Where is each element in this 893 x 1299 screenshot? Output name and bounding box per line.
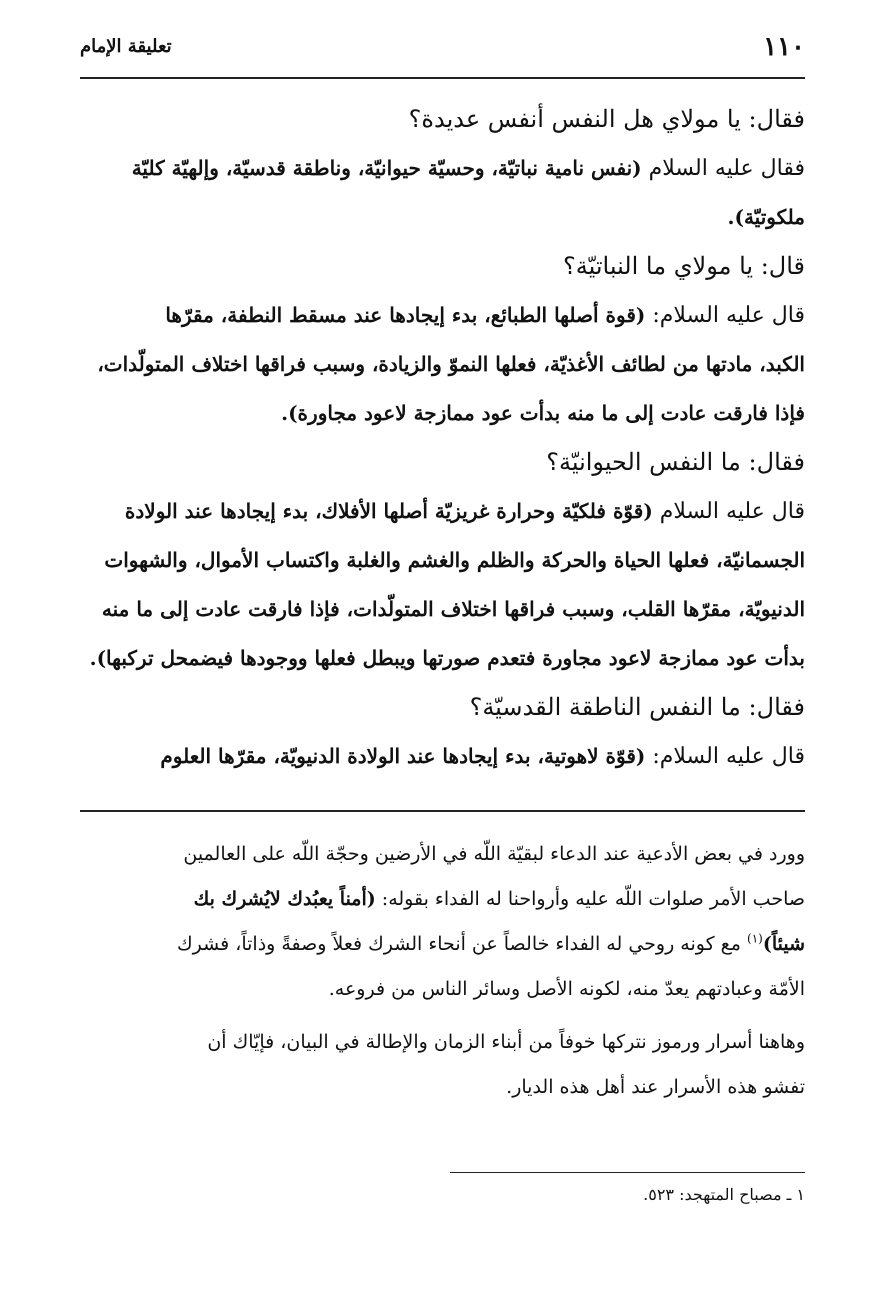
speaker-label: فقال عليه السلام [641,156,805,181]
page-header [80,30,805,70]
footnote-divider [450,1172,805,1173]
speaker-label: قال عليه السلام: [645,303,805,328]
quoted-answer: الجسمانيّة، فعلها الحياة والحركة والظلم والغشم والغلبة واكتساب الأموال، والشهوات [104,548,805,572]
answer-line [80,732,805,781]
running-title: تعليقة الإمام [80,36,172,57]
question-line: قال: يا مولاي ما النباتيّة؟ [562,252,805,280]
commentary-line: وهاهنا أسرار ورموز نتركها خوفاً من أبناء الزمان والإطالة في البيان، فإيّاك أن [207,1031,805,1053]
commentary-line: تفشو هذه الأسرار عند أهل هذه الديار. [506,1076,805,1098]
quoted-answer: (قوّة لاهوتية، بدء إيجادها عند الولادة الدنيويّة، مقرّها العلوم [160,744,646,768]
answer-line [80,193,805,242]
question-line: فقال: ما النفس الحيوانيّة؟ [546,448,805,476]
main-text [80,95,805,781]
quoted-answer: (قوّة فلكيّة وحرارة غريزيّة أصلها الأفلاك، بدء إيجادها عند الولادة [124,499,653,523]
answer-line [80,144,805,193]
commentary-divider [80,810,805,812]
commentary-text [80,832,805,1110]
answer-line [80,291,805,340]
quoted-answer: الدنيويّة، مقرّها القلب، وسبب فراقها اختلاف المتولّدات، فإذا فارقت عادت إلى ما منه [101,597,805,621]
speaker-label: قال عليه السلام: [645,744,805,769]
answer-line [80,634,805,683]
commentary-plain: مع كونه روحي له الفداء خالصاً عن أنحاء الشرك فعلاً وصفةً وذاتاً، فشرك [176,933,747,955]
question-line: فقال: ما النفس الناطقة القدسيّة؟ [469,693,805,721]
commentary-quote: شيئاً) [762,933,805,955]
footnote-marker[interactable]: (١) [747,931,763,946]
header-divider [80,77,805,79]
commentary-quote: (أمناً يعبُدك لايُشرك بك [193,888,376,910]
answer-line [80,585,805,634]
answer-line [80,340,805,389]
quoted-answer: (قوة أصلها الطبائع، بدء إيجادها عند مسقط النطفة، مقرّها [165,303,646,327]
commentary-line [80,922,805,967]
answer-line [80,536,805,585]
commentary-line: الأمّة وعبادتهم يعدّ منه، لكونه الأصل وسائر الناس من فروعه. [328,978,805,1000]
quoted-answer: (نفس نامية نباتيّة، وحسيّة حيوانيّة، وناطقة قدسيّة، وإلهيّة كليّة [131,156,642,180]
commentary-plain: صاحب الأمر صلوات اللّه عليه وأرواحنا له الفداء بقوله: [375,888,805,910]
answer-line [80,487,805,536]
answer-line [80,389,805,438]
commentary-line: وورد في بعض الأدعية عند الدعاء لبقيّة اللّه في الأرضين وحجّة اللّه على العالمين [183,843,805,865]
quoted-answer: ملكوتيّة). [727,205,805,229]
footnote: ١ ـ مصباح المتهجد: ٥٢٣. [643,1185,805,1204]
question-line: فقال: يا مولاي هل النفس أنفس عديدة؟ [408,105,805,133]
commentary-line [80,877,805,922]
quoted-answer: بدأت عود ممازجة لاعود مجاورة فتعدم صورتها ويبطل فعلها ووجودها فيضمحل تركبها). [89,646,805,670]
paragraph-gap [80,1012,805,1020]
page-number: ١١٠ [763,32,805,62]
quoted-answer: الكبد، مادتها من لطائف الأغذيّة، فعلها النموّ والزيادة، وسبب فراقها اختلاف المتولّدات، [97,352,805,376]
quoted-answer: فإذا فارقت عادت إلى ما منه بدأت عود ممازجة لاعود مجاورة). [281,401,805,425]
speaker-label: قال عليه السلام [652,499,805,524]
